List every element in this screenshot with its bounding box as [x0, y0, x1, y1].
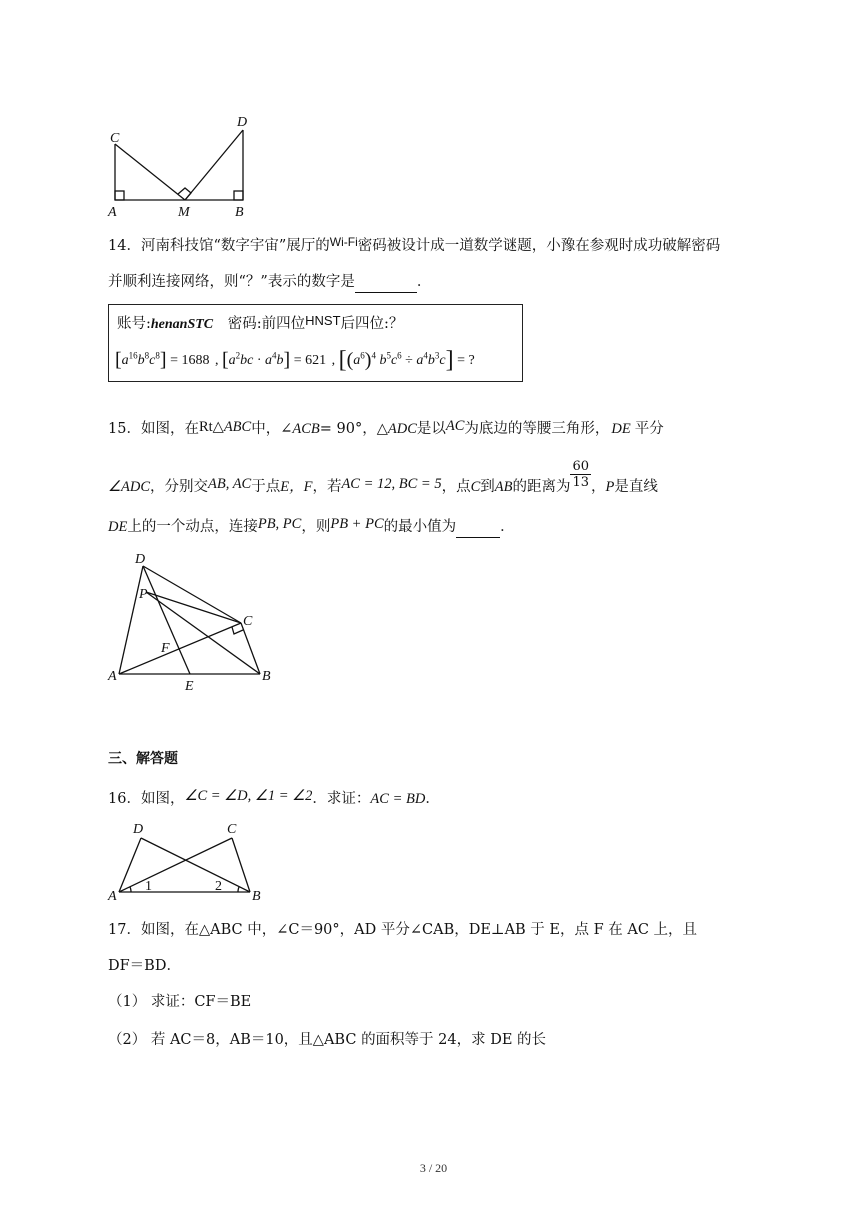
- q14-line1: [108, 232, 720, 256]
- section-heading: 三、解答题: [108, 751, 178, 767]
- q15-t3: = 90°，△: [319, 421, 388, 437]
- q16-goal: AC = BD: [370, 791, 426, 807]
- segment-pc: [146, 592, 241, 623]
- label-f: F: [161, 641, 170, 656]
- q15-fraction: [570, 459, 591, 490]
- q15-de: DE: [611, 421, 631, 437]
- segment-de: [143, 566, 190, 674]
- q15-ab: AB: [494, 479, 513, 495]
- label-b: B: [262, 669, 271, 684]
- q15-t2: 中，∠: [251, 421, 293, 437]
- segment-ad: [119, 838, 141, 892]
- q15-t8: 于点: [251, 479, 281, 495]
- q15-frac-den: 13: [572, 474, 590, 490]
- q16-line: [108, 786, 440, 809]
- segment-ac: [119, 623, 241, 674]
- equation-2-result: 621: [305, 352, 327, 368]
- q15-p: P: [605, 479, 615, 495]
- segment-dc: [143, 566, 241, 623]
- equation-3-result: ?: [468, 352, 475, 368]
- q15-t7: ，分别交: [150, 479, 208, 495]
- segment-md: [185, 130, 243, 200]
- label-c: C: [243, 614, 253, 629]
- label-angle-1: 1: [145, 879, 152, 894]
- figure-cmd: [105, 112, 265, 220]
- segment-db: [141, 838, 250, 892]
- password-rest: 后四位:？: [340, 316, 404, 332]
- q14-wifi: Wi-Fi: [329, 235, 358, 249]
- q15-answer-blank: [456, 517, 500, 538]
- q15-abc: ABC: [223, 419, 252, 435]
- q15-line1: [108, 416, 664, 439]
- q15-angle-adc: ∠ADC: [108, 479, 150, 495]
- q15-t17: 的最小值为: [383, 519, 457, 535]
- q16-number: 16．: [108, 791, 141, 807]
- q15-de2: DE: [108, 519, 128, 535]
- q15-line3: [108, 514, 515, 538]
- q15-period: ．: [500, 519, 515, 535]
- label-a: A: [108, 889, 117, 904]
- q16-t2: ．求证：: [312, 791, 371, 807]
- q15-t1: 如图，在: [140, 421, 199, 437]
- segment-ad: [119, 566, 143, 674]
- q14-password-box: [108, 304, 523, 382]
- q16-condition: ∠C = ∠D, ∠1 = ∠2: [184, 788, 313, 804]
- q17-part1: （1） 求证：CF＝BE: [108, 994, 252, 1010]
- q15-frac-num: 60: [572, 458, 590, 474]
- label-m: M: [178, 205, 190, 220]
- q15-condition: AC = 12, BC = 5: [341, 476, 442, 492]
- right-angle-mark-b: [234, 191, 243, 200]
- label-c: C: [110, 131, 120, 146]
- account-label: 账号:: [117, 316, 151, 332]
- q15-number: 15．: [108, 421, 141, 437]
- label-a: A: [108, 669, 117, 684]
- q14-line2: [108, 272, 431, 293]
- q15-point-c: C: [470, 479, 481, 495]
- label-c: C: [227, 822, 237, 837]
- q16-t1: 如图，: [140, 791, 185, 807]
- q14-text-b: 密码被设计成一道数学谜题，小豫在参观时成功破解密码: [357, 238, 721, 254]
- q14-number: 14．: [108, 238, 141, 254]
- equation-3: [$(a^6)^4$ $b^5c^6 \div a^4b^3c$] = ?: [338, 346, 475, 373]
- segment-cb: [241, 623, 260, 674]
- q15-adc: ADC: [387, 421, 417, 437]
- q15-t10: ，点: [441, 479, 471, 495]
- q14-text-a: 河南科技馆“数字宇宙”展厅的: [140, 238, 330, 254]
- q15-t11: 到: [480, 479, 495, 495]
- q14-period: ．: [416, 274, 432, 290]
- q15-t4: 是以: [416, 421, 446, 437]
- q15-t6: 平分: [634, 421, 664, 437]
- q17-part2: （2） 若 AC＝8，AB＝10，且△ABC 的面积等于 24，求 DE 的长: [108, 1032, 547, 1048]
- account-value: henanSTC: [150, 317, 214, 332]
- q15-line2: [108, 458, 658, 497]
- q15-t15: 上的一个动点，连接: [127, 519, 258, 535]
- label-d: D: [133, 822, 144, 837]
- right-angle-mark-a: [115, 191, 124, 200]
- label-angle-2: 2: [215, 879, 222, 894]
- right-angle-mark-c: [232, 627, 243, 634]
- q15-t13: ，: [591, 479, 606, 495]
- q17-line1: 17．如图，在△ABC 中，∠C＝90°，AD 平分∠CAB，DE⊥AB 于 E，点 F 在 AC 上，且: [108, 922, 698, 938]
- label-b: B: [235, 205, 244, 220]
- q15-pbpc: PB, PC: [257, 516, 302, 532]
- q15-acb: ACB: [292, 421, 320, 437]
- equation-2: $[a^2bc \cdot a^4b] = 621$: [221, 348, 327, 371]
- q17-line2: DF＝BD．: [108, 958, 181, 974]
- q15-t14: 是直线: [614, 479, 658, 495]
- label-b: B: [252, 889, 261, 904]
- label-p: P: [139, 587, 148, 602]
- q15-t12: 的距离为: [512, 479, 571, 495]
- q16-period: ．: [425, 791, 440, 807]
- equation-1-result: 1688: [181, 352, 210, 368]
- label-e: E: [185, 679, 194, 694]
- q14-answer-blank: [355, 272, 417, 293]
- equation-1: $[a^{16}b^8c^8] = 1688$: [115, 348, 210, 371]
- q15-abac: AB, AC: [208, 476, 252, 492]
- label-d: D: [135, 552, 146, 567]
- segment-pb: [146, 592, 260, 674]
- q15-t5: 为底边的等腰三角形，: [464, 421, 610, 437]
- angle-arc-1: [130, 887, 131, 892]
- q15-t16: ，则: [301, 519, 331, 535]
- q15-ac: AC: [445, 418, 465, 434]
- q14-account-row: [117, 311, 403, 335]
- page-number: 3 / 20: [419, 1161, 448, 1175]
- segment-cm: [115, 144, 185, 200]
- q14-equations-row: $[a^{16}b^8c^8] = 1688$ , $[a^2bc \cdot a^4b] = 621$ , [$(a^6)^4$ $b^5c^6 \div a^4b^3c$] = ?: [115, 346, 475, 373]
- password-label: 密码:前四位: [227, 316, 306, 332]
- figure-q16: [105, 818, 270, 904]
- angle-arc-2: [238, 887, 239, 892]
- figure-q15: [105, 546, 285, 696]
- q15-t9: ，若: [312, 479, 342, 495]
- q15-sum: PB + PC: [330, 516, 384, 532]
- q14-text-c: 并顺利连接网络，则“？”表示的数字是: [108, 274, 355, 290]
- right-angle-mark-m: [178, 188, 191, 200]
- label-d: D: [237, 115, 248, 130]
- label-a: A: [108, 205, 117, 220]
- q15-ef: E，F: [280, 479, 313, 495]
- q15-rt: Rt△: [198, 419, 224, 435]
- password-first: HNST: [305, 313, 341, 328]
